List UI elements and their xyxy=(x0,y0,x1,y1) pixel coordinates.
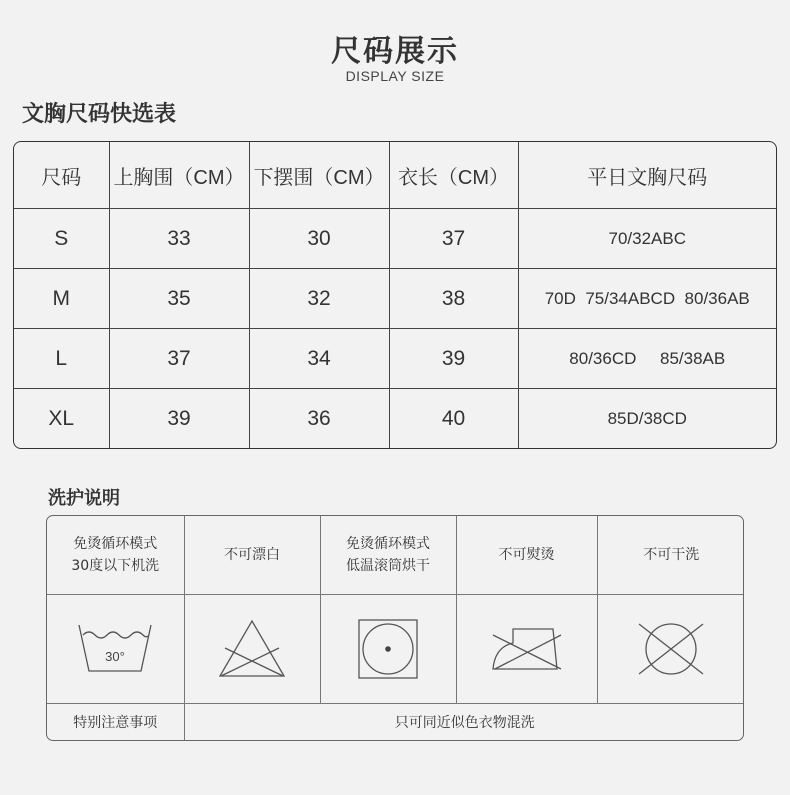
care-label-machine-wash xyxy=(47,516,184,595)
table-row xyxy=(14,269,776,329)
care-label-line: 30度以下机洗 xyxy=(71,558,160,574)
column-header-length: 衣长（CM） xyxy=(389,142,518,209)
cell-hem: 34 xyxy=(249,329,389,389)
cell-length: 38 xyxy=(389,269,518,329)
cell-bra-size: 70D 75/34ABCD 80/36AB xyxy=(518,269,776,329)
cell-upper-bust: 39 xyxy=(109,389,249,449)
cell-size: L xyxy=(14,329,109,389)
care-notes-value: 只可同近似色衣物混洗 xyxy=(394,714,535,731)
size-chart-header-row xyxy=(14,142,776,209)
page-title: 尺码展示 xyxy=(331,34,459,69)
cell-hem: 36 xyxy=(249,389,389,449)
care-title: 洗护说明 xyxy=(48,488,120,509)
cell-size: XL xyxy=(14,389,109,449)
care-label-line: 免烫循环模式 xyxy=(346,536,430,552)
tumble-dry-low-icon xyxy=(357,618,419,680)
cell-upper-bust: 33 xyxy=(109,209,249,269)
care-label-line: 不可熨烫 xyxy=(498,547,555,563)
cell-upper-bust: 37 xyxy=(109,329,249,389)
care-label-line: 低温滚筒烘干 xyxy=(346,558,430,574)
care-label-line: 免烫循环模式 xyxy=(73,536,158,552)
cell-length: 37 xyxy=(389,209,518,269)
cell-hem: 32 xyxy=(249,269,389,329)
care-label-line: 不可干洗 xyxy=(643,547,700,563)
no-dry-clean-icon xyxy=(634,618,708,680)
wash-temperature-label: 30° xyxy=(105,649,126,664)
cell-length: 39 xyxy=(389,329,518,389)
size-chart-title: 文胸尺码快选表 xyxy=(22,102,177,127)
care-label-no-iron xyxy=(456,516,597,595)
care-label-row xyxy=(47,516,744,595)
table-row xyxy=(14,329,776,389)
cell-bra-size: 80/36CD 85/38AB xyxy=(518,329,776,389)
table-row xyxy=(14,209,776,269)
cell-size: M xyxy=(14,269,109,329)
care-notes-row xyxy=(47,704,744,742)
care-notes-label: 特别注意事项 xyxy=(47,704,184,742)
column-header-bra-size: 平日文胸尺码 xyxy=(518,142,776,209)
care-icon-row xyxy=(47,595,744,704)
care-label-line: 不可漂白 xyxy=(224,547,280,563)
column-header-upper-bust: 上胸围（CM） xyxy=(109,142,249,209)
care-label-no-dry-clean xyxy=(597,516,744,595)
care-label-tumble-dry xyxy=(320,516,456,595)
no-bleach-icon xyxy=(217,618,287,680)
care-label-no-bleach xyxy=(184,516,320,595)
size-chart-table xyxy=(13,141,777,449)
cell-size: S xyxy=(14,209,109,269)
cell-bra-size: 85D/38CD xyxy=(607,408,687,428)
no-iron-icon xyxy=(487,619,567,679)
cell-length: 40 xyxy=(389,389,518,449)
table-row xyxy=(14,389,776,449)
column-header-size: 尺码 xyxy=(14,142,109,209)
wash-30-icon xyxy=(75,619,155,679)
care-instructions-table xyxy=(46,515,744,741)
cell-upper-bust: 35 xyxy=(109,269,249,329)
cell-hem: 30 xyxy=(249,209,389,269)
page-subtitle: DISPLAY SIZE xyxy=(345,68,445,84)
cell-bra-size: 70/32ABC xyxy=(518,209,776,269)
column-header-hem: 下摆围（CM） xyxy=(249,142,389,209)
